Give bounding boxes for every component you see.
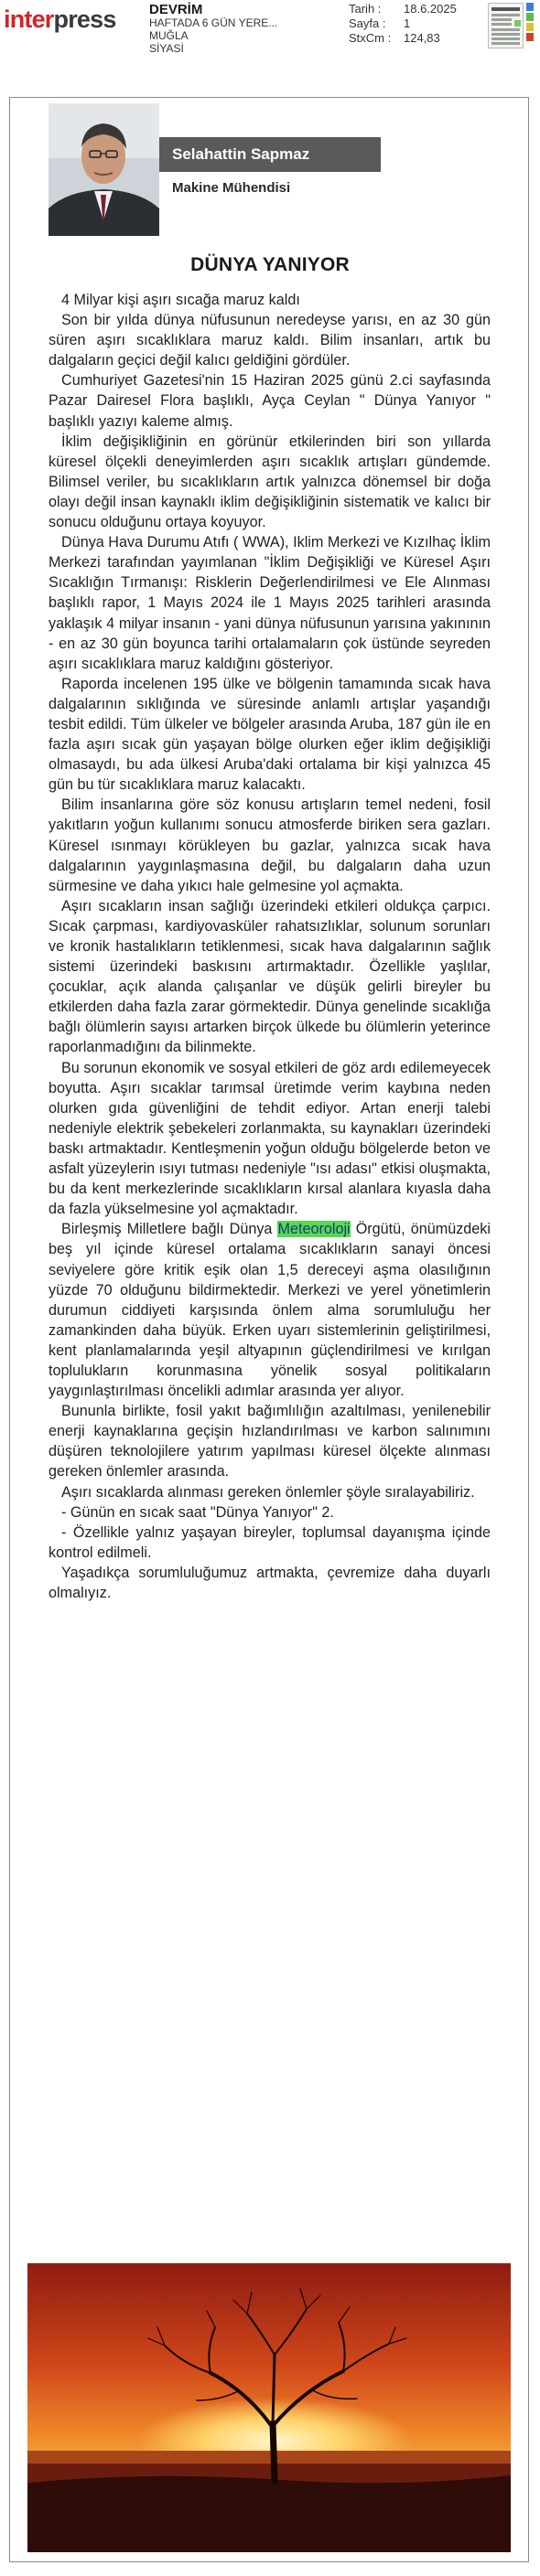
author-name: Selahattin Sapmaz [159, 137, 381, 172]
paragraph: Bu sorunun ekonomik ve sosyal etkileri de göz ardı edilemeyecek boyutta. Aşırı sıcaklar tarımsal üretimde verim kaybına neden olurken gıda güvenliğini de tehdit ediyor. Artan enerji talebi nedeniyle elektrik şebekeleri zorlanmakta, su kaynakları üzerindeki baskı artmaktadır. Kentleşmenin yoğun olduğu bölgelerde beton ve asfalt yüzeylerin ısıyı tutması nedeniyle "ısı adası" etkisi oluşmakta, bu da kent merkezlerinde sıcaklıkların kırsal alanlara kıyasla daha da fazla yükselmesine yol açmaktadır. [49, 1059, 491, 1218]
paragraph: Aşırı sıcakların insan sağlığı üzerindeki etkileri oldukça çarpıcı. Sıcak çarpması, kardiyovasküler rahatsızlıklar, solunum sorunları ve kronik hastalıkların tetiklenmesi, sıcak hava dalgalarının sağlık sistemi üzerindeki baskısını artırmaktadır. Özellikle yaşlılar, çocuklar, açık alanda çalışanlar ve düşük gelirli bireyler bu etkilerden daha fazla zarar görmektedir. Dünya genelinde sıcaklığa bağlı ölümlerin sayısı artarken birçok ülkede bu ölümlerin yeterince raporlanmadığını da bilinmekte. [49, 897, 491, 1056]
author-title: Makine Mühendisi [172, 180, 291, 196]
page-thumbnail[interactable] [488, 3, 524, 48]
publication-category: SİYASİ [149, 42, 184, 55]
author-photo [49, 103, 159, 236]
paragraph: Bununla birlikte, fosil yakıt bağımlılığın azaltılması, yenilenebilir enerji kaynaklarına geçişin hızlandırılması ve karbon salınımını düşüren teknolojilere yatırım yapılması küresel ölçekte alınması gereken önlemler arasında. [49, 1403, 491, 1480]
paragraph: İklim değişikliğinin en görünür etkilerinden biri son yıllarda küresel ölçekli deneyimlerden aşırı sıcaklık artışları gündemde. Bilimsel veriler, bu sıcaklıkların artık yalnızca dönemsel bir doğa olayı değil insan kaynaklı iklim değişikliğinin sistematik ve kalıcı bir sonucu olduğunu ortaya koyuyor. [49, 433, 491, 531]
paragraph: Birleşmiş Milletlere bağlı Dünya Meteoroloji Örgütü, önümüzdeki beş yıl içinde küresel ortalama sıcaklıkların sanayi öncesi seviyelere göre kritik eşik olan 1,5 dereceyi aşma olasılığının yüzde 70 olduğunu bildirmektedir. Merkezi ve yerel yönetimlerin durumun ciddiyeti karşısında önlem alma sorumluluğu her zamankinden daha büyük. Erken uyarı sistemlerinin geliştirilmesi, kent planlamalarında yeşil altyapının güçlendirilmesi ve kırılgan toplulukların korunmasına yönelik sosyal politikaların yaygınlaştırılması öncelikli adımlar arasında yer alıyor. [49, 1221, 491, 1400]
size-value: 124,83 [404, 31, 440, 45]
clipping-meta [349, 2, 457, 46]
paragraph: Son bir yılda dünya nüfusunun neredeyse yarısı, en az 30 gün süren aşırı sıcaklıklara maruz kaldı. Bilim insanları, artık bu dalgaların geçici değil kalıcı geldiğini gördüler. [49, 312, 491, 369]
color-swatches [526, 3, 534, 43]
paragraph: Dünya Hava Durumu Atıfı ( WWA), Iklim Merkezi ve Kızılhaç İklim Merkezi tarafından yayımlanan "İklim Değişikliği ve Küresel Aşırı Sıcaklığın Tırmanışı: Risklerin Değerlendirilmesi ve Ele Alınması başlıklı rapor, 1 Mayıs 2024 ile 1 Mayıs 2025 tarihleri arasında yaklaşık 4 milyar insanın - yani dünya nüfusunun yarısına yakınının - en az 30 gün boyunca tarihi ortalamaların çok üstünde seyreden aşırı sıcaklıklara maruz kaldığını gösteriyor. [49, 534, 491, 672]
page-label: Sayfa : [349, 16, 386, 30]
publication-region: MUĞLA [149, 29, 189, 42]
paragraph: 4 Milyar kişi aşırı sıcağa maruz kaldı [61, 292, 300, 308]
paragraph: Cumhuriyet Gazetesi'nin 15 Haziran 2025 günü 2.ci sayfasında Pazar Dairesel Flora başlıklı, Ayça Ceylan " Dünya Yanıyor " başlıklı yazıyı kaleme almış. [49, 372, 491, 430]
date-label: Tarih : [349, 2, 382, 16]
clipping-header [0, 0, 540, 73]
paragraph: Yaşadıkça sorumluluğumuz artmakta, çevremize daha duyarlı olmalıyız. [49, 1564, 491, 1601]
paragraph: - Özellikle yalnız yaşayan bireyler, toplumsal dayanışma içinde kontrol edilmeli. [49, 1523, 491, 1561]
paragraph: Raporda incelenen 195 ülke ve bölgenin tamamında sıcak hava dalgalarının sıklığında ve süresinde anlamlı artışlar yaşandığı tesbit edildi. Tüm ülkeler ve bölgeler arasında Aruba, 187 gün ile en fazla aşırı sıcak gün yaşayan bölge olurken eğer iklim değişikliği olmasaydı, bu ada ülkesi Aruba'daki ortalama bir kişi yalnızca 45 gün bu tür sıcaklıklara maruz kalacaktı. [49, 675, 491, 794]
search-term-highlight: Meteoroloji [277, 1221, 351, 1238]
paragraph: Bilim insanlarına göre söz konusu artışların temel nedeni, fosil yakıtların yoğun kullanımı sonucu atmosferde biriken sera gazları. Küresel ısınmayı körükleyen bu gazlar, yalnızca sıcak hava dalgalarının yaygınlaşmasına değil, bu dalgaların daha uzun sürmesine ve daha yıkıcı hale gelmesine yol açmakta. [49, 796, 491, 894]
article-headline: DÜNYA YANIYOR [190, 254, 350, 275]
article-body [49, 290, 491, 1603]
interpress-logo: interpress [4, 5, 116, 33]
publication-name: DEVRİM [149, 2, 203, 17]
sunset-tree-image [27, 2263, 511, 2552]
date-value: 18.6.2025 [404, 2, 457, 16]
paragraph: Aşırı sıcaklarda alınması gereken önlemler şöyle sıralayabiliriz. [61, 1483, 475, 1501]
size-label: StxCm : [349, 31, 392, 45]
paragraph: - Günün en sıcak saat "Dünya Yanıyor" 2. [61, 1503, 334, 1521]
publication-info [149, 4, 277, 55]
page-value: 1 [404, 16, 411, 30]
publication-supplement: HAFTADA 6 GÜN YERE... [149, 16, 278, 29]
